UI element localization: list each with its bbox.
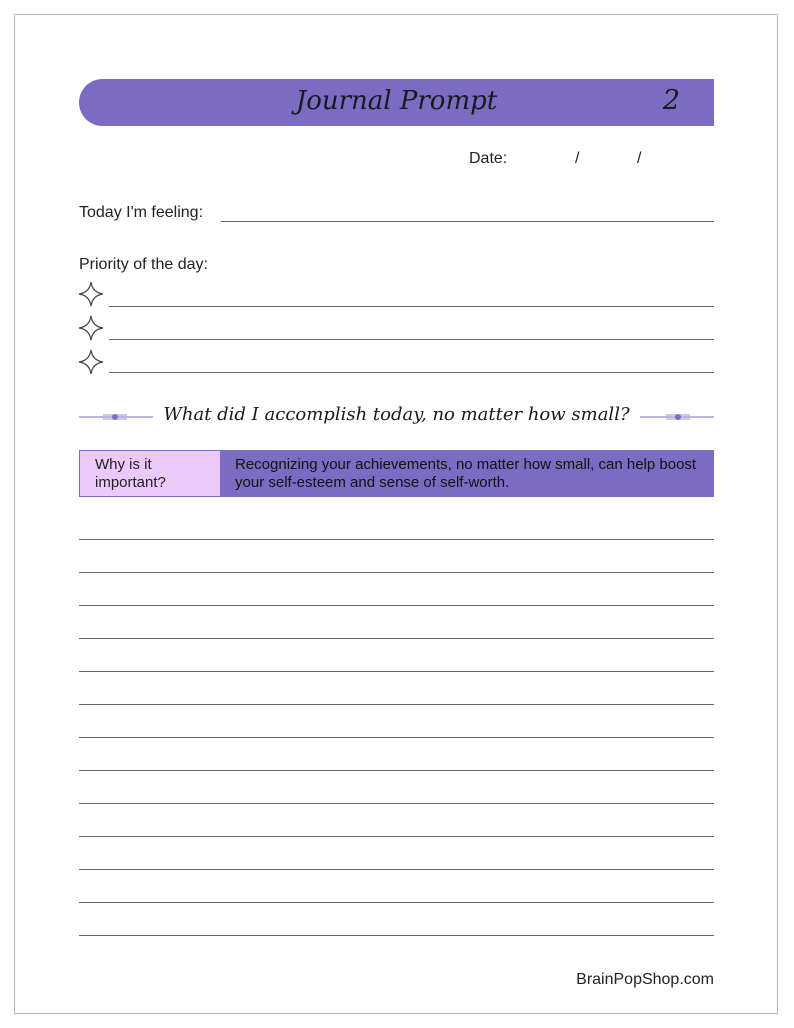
date-label: Date:	[469, 150, 508, 167]
writing-line[interactable]	[79, 671, 714, 672]
writing-line[interactable]	[79, 737, 714, 738]
priority-label: Priority of the day:	[79, 256, 208, 273]
sparkle-icon	[78, 281, 104, 307]
why-important-box	[79, 450, 714, 497]
writing-line[interactable]	[79, 572, 714, 573]
writing-line[interactable]	[79, 803, 714, 804]
date-separator-1: /	[575, 150, 580, 167]
question-row	[79, 402, 714, 432]
prompt-number: 2	[662, 85, 680, 116]
feeling-line[interactable]	[221, 221, 714, 222]
priority-line-2[interactable]	[109, 339, 714, 340]
writing-line[interactable]	[79, 605, 714, 606]
why-label: Why is it important?	[80, 451, 221, 496]
writing-line[interactable]	[79, 836, 714, 837]
priority-line-1[interactable]	[109, 306, 714, 307]
why-explanation: Recognizing your achievements, no matter how small, can help boost your self-esteem and sense of self-worth.	[221, 451, 713, 496]
priority-line-3[interactable]	[109, 372, 714, 373]
prompt-question: What did I accomplish today, no matter how small?	[163, 404, 630, 425]
writing-line[interactable]	[79, 869, 714, 870]
page-border	[14, 14, 778, 1014]
writing-line[interactable]	[79, 935, 714, 936]
writing-line[interactable]	[79, 770, 714, 771]
page-title: Journal Prompt	[295, 86, 498, 116]
sparkle-icon	[78, 315, 104, 341]
sparkle-icon	[78, 349, 104, 375]
divider-ornament-right	[640, 409, 714, 425]
brand-footer: BrainPopShop.com	[576, 971, 714, 988]
feeling-label: Today I'm feeling:	[79, 204, 204, 221]
writing-line[interactable]	[79, 902, 714, 903]
date-separator-2: /	[637, 150, 642, 167]
header-banner	[79, 79, 714, 126]
writing-line[interactable]	[79, 704, 714, 705]
writing-line[interactable]	[79, 539, 714, 540]
writing-line[interactable]	[79, 638, 714, 639]
